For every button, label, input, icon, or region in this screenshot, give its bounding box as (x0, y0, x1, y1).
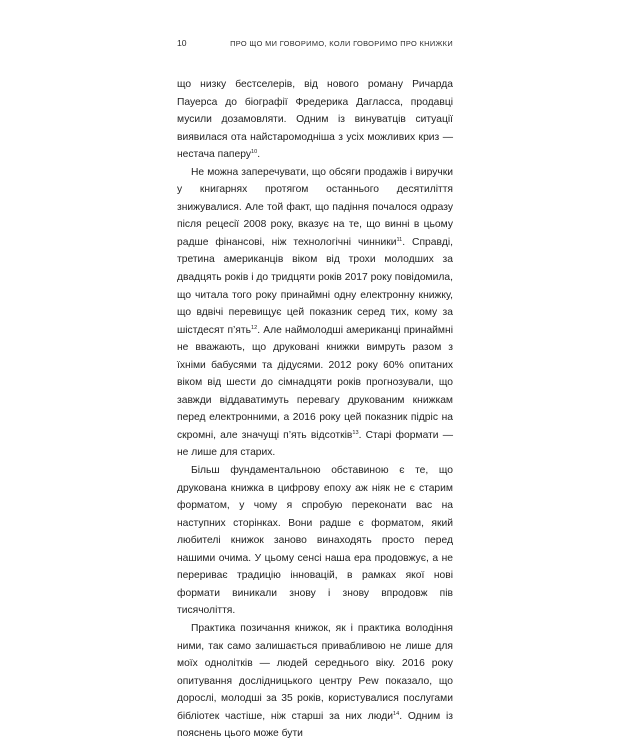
text-run: . Справді, третина американців віком від трохи молодших за двадцять років і до тридцяти років 2017 року повідомила, що читала того року принаймні одну електронну книжку, що вдвічі перевищує цей показник серед тих, кому за шістдесят п’ять (177, 236, 453, 336)
page-number: 10 (177, 38, 187, 48)
text-run: . Але наймолодші американці принаймні не вважають, що друковані книжки вимруть разом з їхніми бабусями та дідусями. 2012 року 60% опитаних віком від шести до сімнадцяти років прогнозували, що завжди віддаватимуть перевагу друкованим книжкам перед електронними, а 2016 року цей показник підріс на скромні, але значущі п’ять відсотків (177, 324, 453, 441)
paragraph-1 (177, 76, 453, 164)
running-title: ПРО ЩО МИ ГОВОРИМО, КОЛИ ГОВОРИМО ПРО КНИЖКИ (230, 39, 453, 48)
text-run: . (257, 149, 261, 161)
text-run: . Одним із пояснень цього може бути (177, 710, 453, 740)
body-text (177, 76, 453, 743)
paragraph-2 (177, 164, 453, 462)
footnote-ref-12[interactable]: 12 (250, 324, 258, 331)
text-run: Практика позичання книжок, як і практика володіння ними, так само залишається привабливою не лише для моїх однолітків — людей середнього віку. 2016 року опитування дослідницького центру Pew показало, що дорослі, молодші за 35 років, користувалися послугами бібліотек частіше, ніж старші за них люди (177, 622, 453, 722)
text-run: . Старі формати — не лише для старих. (177, 429, 453, 459)
text-run: що низку бестселерів, від нового роману Ричарда Пауерса до біографії Фредерика Дагласса, продавці мусили дозамовляти. Одним із винуватців ситуації виявилася ота найстаромодніша з усіх можливих криз — нестача паперу (177, 79, 453, 161)
paragraph-4 (177, 620, 453, 743)
text-run: Не можна заперечувати, що обсяги продажів і виручки у книгарнях протягом останнього десятиліття знижувалися. Але той факт, що падіння почалося одразу після рецесії 2008 року, вказує на те, що винні в цьому радше фінансові, ніж технологічні чинники (177, 166, 453, 248)
footnote-ref-14[interactable]: 14 (393, 710, 400, 717)
running-head (177, 38, 453, 48)
footnote-ref-11[interactable]: 11 (396, 236, 403, 243)
footnote-ref-13[interactable]: 13 (352, 429, 359, 436)
footnote-ref-10[interactable]: 10 (250, 149, 258, 156)
text-run: Більш фундаментальною обставиною є те, що друкована книжка в цифрову епоху аж ніяк не є старим форматом, у чому я спробую переконати вас на наступних сторінках. Вони радше є форматом, який любителі книжок заново винаходять просто перед нашими очима. У цьому сенсі наша ера продовжує, а не перериває традицію інновацій, в рамках якої нові формати виникали знову і знову впродовж пів тисячоліття. (177, 465, 453, 617)
book-page (177, 38, 453, 743)
paragraph-3 (177, 462, 453, 620)
